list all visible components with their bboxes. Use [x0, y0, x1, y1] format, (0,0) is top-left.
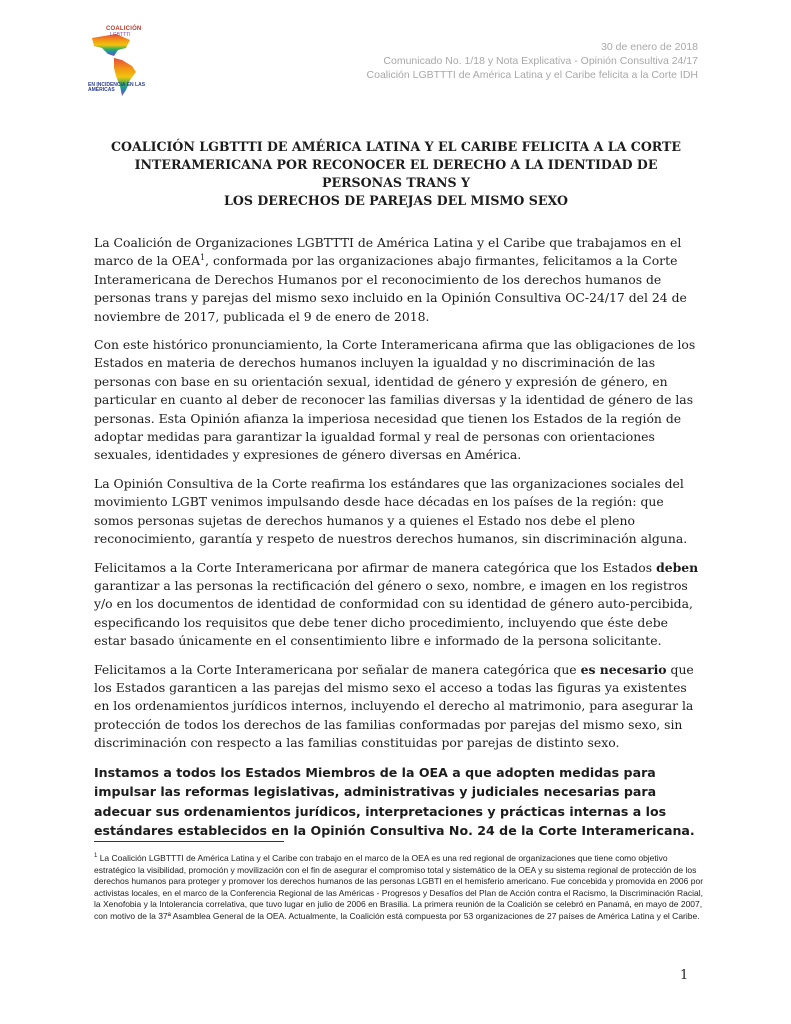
paragraph-same-sex-text-b: que los Estados garanticen a las parejas del mismo sexo el acceso a todas las figuras ya existentes en los ordenamientos jurídicos internos, incluyendo el derecho al matrimonio, para asegurar la protección de todos los derechos de las familias conformadas por parejas del mismo sexo, sin discriminación con respecto a las familias constituidas por parejas de distinto sexo.: [94, 661, 694, 751]
paragraph-standards: La Opinión Consultiva de la Corte reafirma los estándares que las organizaciones sociales del movimiento LGBT venimos impulsando desde hace décadas en los países de la región: que somos personas sujetas de derechos humanos y a quienes el Estado nos debe el pleno reconocimiento, garantía y respeto de nuestros derechos humanos, sin discriminación alguna.: [94, 475, 688, 547]
logo-text-incidencia: EN INCIDENCIA EN LAS AMÉRICAS: [88, 82, 146, 93]
paragraph-gender-identity-text-b: garantizar a las personas la rectificación del género o sexo, nombre, e imagen en los registros y/o en los documentos de identidad de conformidad con su identidad de género auto-percibida, especificando los requisitos que debe tener dicho procedimiento, incluyendo que éste debe estar basado únicamente en el consentimiento libre e informado de la persona solicitante.: [94, 577, 693, 649]
paragraph-same-sex-text-a: Felicitamos a la Corte Interamericana por señalar de manera categórica que: [94, 661, 581, 677]
footnote-text: La Coalición LGBTTTI de América Latina y el Caribe con trabajo en el marco de la OEA es una red regional de organizaciones que tiene como objetivo estratégico la visibilidad, promoción y movilización con el fin de asegurar el compromiso total y sistemático de la OEA y su sistema regional de protección de los derechos humanos para proteger y promover los derechos humanos de las personas LGBTI en el hemisferio americano. Fue concebida y promovida en 2006 por activistas locales, en el marco de la Conferencia Regional de las Américas - Progresos y Desafíos del Plan de Acción contra el Racismo, la Discriminación Racial, la Xenofobia y la Intolerancia correlativa, que tuvo lugar en julio de 2006 en Brasilia. La primera reunión de la Coalición se celebró en Panamá, en mayo de 2007, con motivo de la 37ª Asamblea General de la OEA. Actualmente, la Coalición está compuesta por 53 organizaciones de 27 países de América Latina y el Caribe.: [94, 853, 704, 921]
page-number: 1: [680, 968, 689, 983]
paragraph-same-sex-couples: [94, 661, 702, 753]
coalition-logo: [86, 20, 156, 100]
document-body: [94, 234, 702, 851]
footnote-divider: [94, 841, 284, 842]
logo-text-coalicion: COALICIÓN: [106, 26, 142, 32]
title-line-2: INTERAMERICANA POR RECONOCER EL DERECHO A LA IDENTIDAD DE PERSONAS TRANS Y: [134, 157, 658, 190]
logo-text-lgbttti: LGBTTTI: [110, 32, 131, 38]
paragraph-intro: [94, 234, 702, 326]
footnote-marker: 1: [94, 853, 98, 860]
paragraph-gender-identity: [94, 559, 702, 651]
document-header: [367, 40, 698, 82]
footnote-ref[interactable]: 1: [200, 253, 206, 263]
header-date: 30 de enero de 2018: [601, 41, 698, 53]
paragraph-pronouncement: Con este histórico pronunciamiento, la Corte Interamericana afirma que las obligaciones de los Estados en materia de derechos humanos incluyen la igualdad y no discriminación de las personas con base en su orientación sexual, identidad de género y expresión de género, en particular en cuanto al deber de reconocer las familias diversas y la identidad de género de las personas. Esta Opinión afianza la imperiosa necesidad que tienen los Estados de la región de adoptar medidas para garantizar la igualdad formal y real de personas con orientaciones sexuales, identidades y expresiones de género diversas en América.: [94, 337, 696, 463]
title-line-1: COALICIÓN LGBTTTI DE AMÉRICA LATINA Y EL CARIBE FELICITA A LA CORTE: [110, 139, 682, 154]
paragraph-gender-identity-text-a: Felicitamos a la Corte Interamericana por afirmar de manera categórica que los Estados: [94, 559, 657, 575]
document-title: [100, 138, 692, 210]
footnote: [94, 853, 704, 922]
header-subject: Coalición LGBTTTI de América Latina y el Caribe felicita a la Corte IDH: [366, 69, 698, 81]
paragraph-intro-text-a: La Coalición de Organizaciones LGBTTTI de América Latina y el Caribe que trabajamos en el marco de la OEA: [94, 235, 682, 269]
header-communique: Comunicado No. 1/18 y Nota Explicativa - Opinión Consultiva 24/17: [383, 55, 698, 67]
emphasis-deben: deben: [656, 559, 699, 575]
emphasis-es-necesario: es necesario: [580, 661, 667, 677]
title-line-3: LOS DERECHOS DE PAREJAS DEL MISMO SEXO: [224, 193, 568, 208]
paragraph-intro-text-b: , conformada por las organizaciones abajo firmantes, felicitamos a la Corte Interamericana de Derechos Humanos por el reconocimiento de los derechos humanos de personas trans y parejas del mismo sexo incluido en la Opinión Consultiva OC-24/17 del 24 de noviembre de 2017, publicada el 9 de enero de 2018.: [94, 253, 687, 324]
paragraph-call-to-action: Instamos a todos los Estados Miembros de la OEA a que adopten medidas para impulsar las reformas legislativas, administrativas y judiciales necesarias para adecuar sus ordenamientos jurídicos, interpretaciones y prácticas internas a los estándares establecidos en la Opinión Consultiva No. 24 de la Corte Interamericana.: [94, 764, 695, 839]
